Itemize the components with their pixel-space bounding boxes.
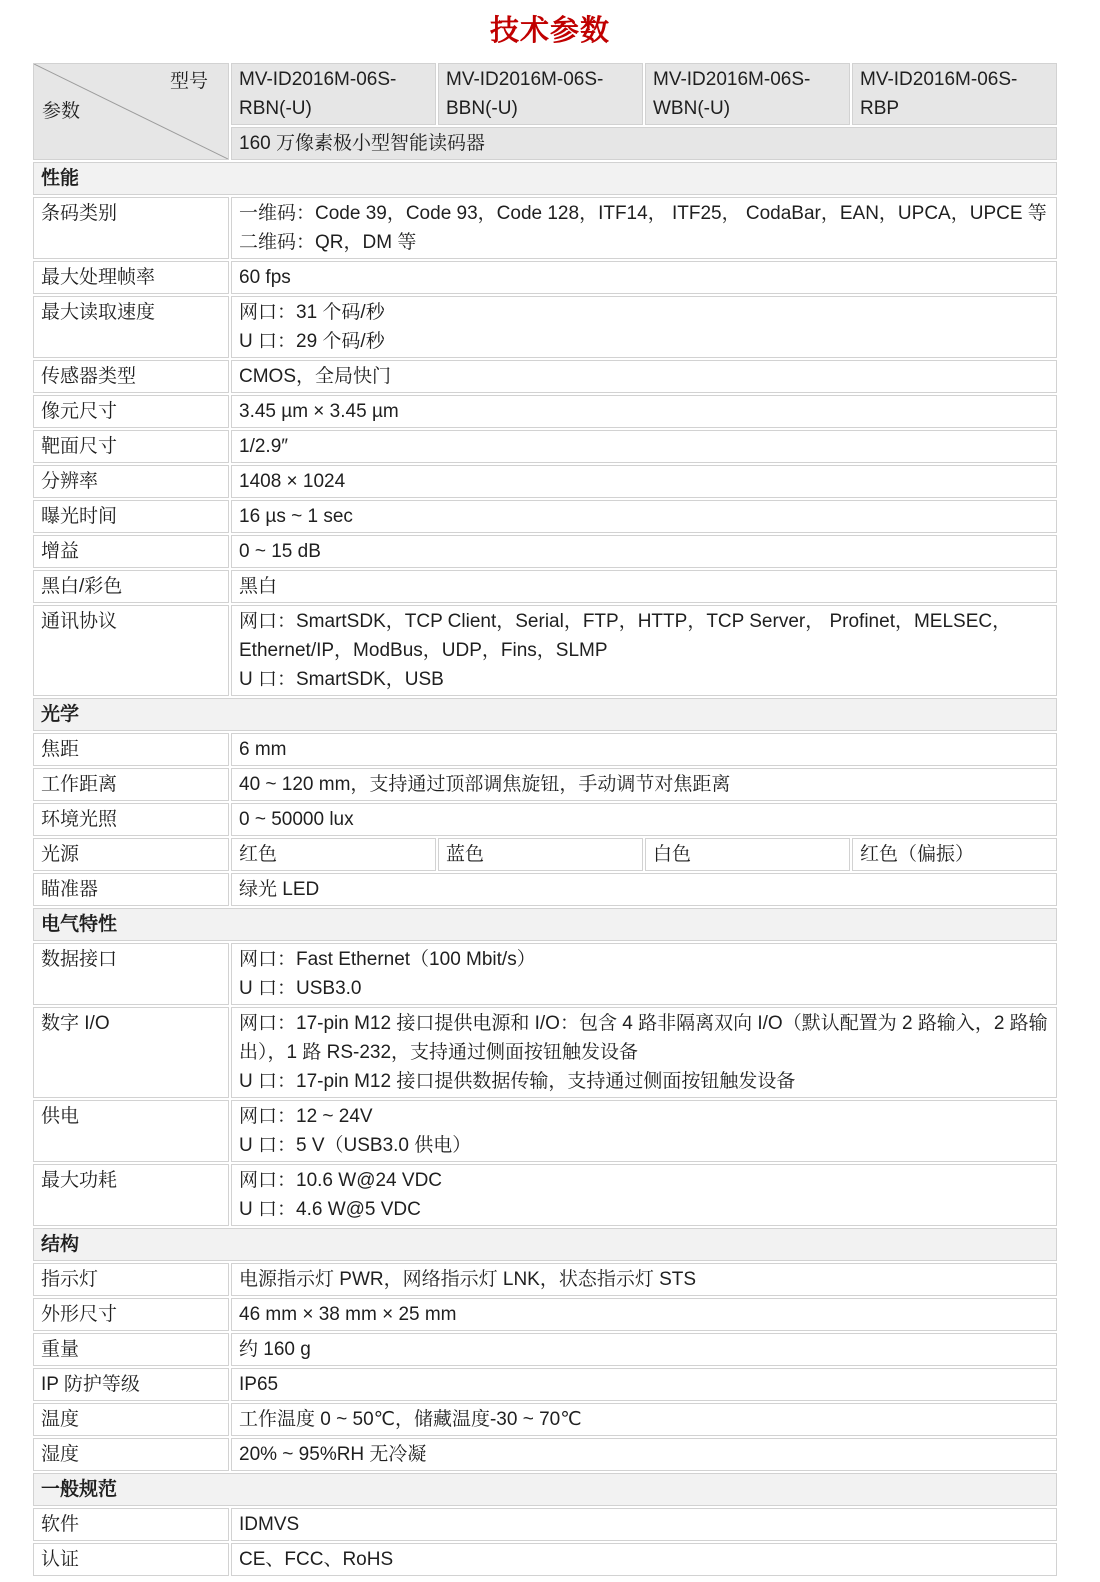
spec-value-line: 一维码：Code 39，Code 93，Code 128，ITF14， ITF25， CodaBar，EAN，UPCA，UPCE 等 xyxy=(239,203,1047,224)
spec-value-line: 网口：12 ~ 24V xyxy=(239,1106,373,1127)
section-row xyxy=(33,1228,1057,1261)
spec-label: 通讯协议 xyxy=(33,605,229,696)
page xyxy=(0,8,1100,1582)
spec-value-cell: 蓝色 xyxy=(438,838,643,871)
model-header: MV-ID2016M-06S-WBN(-U) xyxy=(645,63,850,125)
spec-row xyxy=(33,1403,1057,1436)
spec-value xyxy=(231,1508,1057,1541)
spec-value xyxy=(231,1100,1057,1162)
spec-value-line: IDMVS xyxy=(239,1514,300,1535)
spec-value-cell: 白色 xyxy=(645,838,850,871)
spec-value xyxy=(231,1298,1057,1331)
spec-value xyxy=(231,500,1057,533)
spec-value-line: 16 µs ~ 1 sec xyxy=(239,506,353,527)
spec-value xyxy=(231,570,1057,603)
spec-value-line: 约 160 g xyxy=(239,1339,311,1360)
spec-value-cell: 红色（偏振） xyxy=(852,838,1057,871)
spec-label: 黑白/彩色 xyxy=(33,570,229,603)
section-header: 一般规范 xyxy=(33,1473,1057,1506)
spec-value-line: 电源指示灯 PWR，网络指示灯 LNK，状态指示灯 STS xyxy=(239,1269,697,1290)
section-header: 电气特性 xyxy=(33,908,1057,941)
spec-label: 外形尺寸 xyxy=(33,1298,229,1331)
spec-value-line: 网口：17-pin M12 接口提供电源和 I/O：包含 4 路非隔离双向 I/O（默认配置为 2 路输入，2 路输出），1 路 RS-232，支持通过侧面按钮触发设备 xyxy=(239,1013,1048,1063)
model-header: MV-ID2016M-06S-RBP xyxy=(852,63,1057,125)
spec-value xyxy=(231,768,1057,801)
spec-value-line: 60 fps xyxy=(239,267,291,288)
spec-value-line: 黑白 xyxy=(239,576,278,597)
spec-value xyxy=(231,1543,1057,1576)
spec-value xyxy=(231,261,1057,294)
spec-row xyxy=(33,1100,1057,1162)
spec-value xyxy=(231,1263,1057,1296)
spec-label: 焦距 xyxy=(33,733,229,766)
spec-label: 增益 xyxy=(33,535,229,568)
spec-value-line: U 口：4.6 W@5 VDC xyxy=(239,1199,421,1220)
spec-row xyxy=(33,733,1057,766)
spec-row xyxy=(33,1007,1057,1098)
spec-value xyxy=(231,197,1057,259)
spec-row xyxy=(33,605,1057,696)
spec-label: 最大功耗 xyxy=(33,1164,229,1226)
spec-label: 湿度 xyxy=(33,1438,229,1471)
spec-row xyxy=(33,1298,1057,1331)
spec-label: 靶面尺寸 xyxy=(33,430,229,463)
spec-value-line: 0 ~ 50000 lux xyxy=(239,809,354,830)
spec-label: 环境光照 xyxy=(33,803,229,836)
spec-label: 温度 xyxy=(33,1403,229,1436)
spec-label: 传感器类型 xyxy=(33,360,229,393)
spec-row xyxy=(33,1333,1057,1366)
spec-row xyxy=(33,873,1057,906)
spec-value-line: 工作温度 0 ~ 50℃，储藏温度-30 ~ 70℃ xyxy=(239,1409,582,1430)
spec-value xyxy=(231,1403,1057,1436)
spec-row xyxy=(33,395,1057,428)
spec-label: 最大读取速度 xyxy=(33,296,229,358)
spec-value-line: 1408 × 1024 xyxy=(239,471,346,492)
spec-row xyxy=(33,1368,1057,1401)
spec-row xyxy=(33,1543,1057,1576)
spec-value xyxy=(231,360,1057,393)
model-header: MV-ID2016M-06S-RBN(-U) xyxy=(231,63,436,125)
spec-value xyxy=(231,1438,1057,1471)
spec-value xyxy=(231,733,1057,766)
spec-label: 曝光时间 xyxy=(33,500,229,533)
spec-row xyxy=(33,261,1057,294)
spec-row xyxy=(33,430,1057,463)
spec-value-line: 网口：31 个码/秒 xyxy=(239,302,385,323)
section-row xyxy=(33,1473,1057,1506)
product-description: 160 万像素极小型智能读码器 xyxy=(231,127,1057,160)
spec-value-cell: 红色 xyxy=(231,838,436,871)
spec-value-line: CE、FCC、RoHS xyxy=(239,1549,394,1570)
spec-value xyxy=(231,1368,1057,1401)
spec-row xyxy=(33,570,1057,603)
spec-label: 数据接口 xyxy=(33,943,229,1005)
section-row xyxy=(33,908,1057,941)
spec-label: 光源 xyxy=(33,838,229,871)
spec-label: 指示灯 xyxy=(33,1263,229,1296)
spec-row xyxy=(33,360,1057,393)
spec-row xyxy=(33,1263,1057,1296)
spec-value xyxy=(231,395,1057,428)
spec-value-line: 1/2.9″ xyxy=(239,436,288,457)
spec-value-line: 6 mm xyxy=(239,739,287,760)
spec-value xyxy=(231,943,1057,1005)
spec-value xyxy=(231,465,1057,498)
spec-value-line: U 口：29 个码/秒 xyxy=(239,331,385,352)
header-row-models xyxy=(33,63,1057,125)
spec-value-line: 网口：SmartSDK，TCP Client，Serial，FTP，HTTP，TCP Server， Profinet，MELSEC，Ethernet/IP，ModBus，UDP，Fins，SLMP xyxy=(239,611,1012,661)
corner-label-model: 型号 xyxy=(169,71,208,92)
spec-row xyxy=(33,1508,1057,1541)
spec-value-line: U 口：SmartSDK，USB xyxy=(239,669,444,690)
spec-value xyxy=(231,296,1057,358)
spec-value-line: 网口：10.6 W@24 VDC xyxy=(239,1170,443,1191)
spec-value xyxy=(231,803,1057,836)
spec-value-line: IP65 xyxy=(239,1374,279,1395)
spec-value-line: 40 ~ 120 mm，支持通过顶部调焦旋钮，手动调节对焦距离 xyxy=(239,774,731,795)
spec-value-line: 二维码：QR，DM 等 xyxy=(239,232,417,253)
spec-row xyxy=(33,197,1057,259)
spec-value xyxy=(231,1333,1057,1366)
spec-value-line: 绿光 LED xyxy=(239,879,320,900)
spec-value xyxy=(231,605,1057,696)
spec-value-line: CMOS，全局快门 xyxy=(239,366,392,387)
spec-label: 认证 xyxy=(33,1543,229,1576)
spec-value-line: 3.45 µm × 3.45 µm xyxy=(239,401,399,422)
spec-value xyxy=(231,1007,1057,1098)
spec-label: 软件 xyxy=(33,1508,229,1541)
spec-label: 最大处理帧率 xyxy=(33,261,229,294)
spec-label: 分辨率 xyxy=(33,465,229,498)
spec-label: 重量 xyxy=(33,1333,229,1366)
section-row xyxy=(33,698,1057,731)
spec-value xyxy=(231,535,1057,568)
spec-row xyxy=(33,500,1057,533)
spec-row xyxy=(33,943,1057,1005)
corner-label-parameter: 参数 xyxy=(42,101,81,122)
spec-label: 数字 I/O xyxy=(33,1007,229,1098)
section-row xyxy=(33,162,1057,195)
section-header: 光学 xyxy=(33,698,1057,731)
spec-label: 瞄准器 xyxy=(33,873,229,906)
spec-label: 供电 xyxy=(33,1100,229,1162)
page-title: 技术参数 xyxy=(489,15,610,47)
spec-value xyxy=(231,430,1057,463)
spec-table xyxy=(31,61,1059,1578)
spec-row xyxy=(33,838,1057,871)
spec-value-line: 0 ~ 15 dB xyxy=(239,541,321,562)
model-header: MV-ID2016M-06S-BBN(-U) xyxy=(438,63,643,125)
spec-label: 像元尺寸 xyxy=(33,395,229,428)
spec-value xyxy=(231,873,1057,906)
spec-row xyxy=(33,768,1057,801)
spec-value-line: 46 mm × 38 mm × 25 mm xyxy=(239,1304,457,1325)
spec-row xyxy=(33,535,1057,568)
section-header: 性能 xyxy=(33,162,1057,195)
spec-value-line: 20% ~ 95%RH 无冷凝 xyxy=(239,1444,427,1465)
spec-row xyxy=(33,803,1057,836)
spec-value-line: U 口：USB3.0 xyxy=(239,978,362,999)
spec-label: IP 防护等级 xyxy=(33,1368,229,1401)
spec-label: 工作距离 xyxy=(33,768,229,801)
spec-row xyxy=(33,1164,1057,1226)
spec-row xyxy=(33,296,1057,358)
spec-value xyxy=(231,1164,1057,1226)
spec-row xyxy=(33,465,1057,498)
spec-value-line: U 口：17-pin M12 接口提供数据传输，支持通过侧面按钮触发设备 xyxy=(239,1071,796,1092)
spec-row xyxy=(33,1438,1057,1471)
section-header: 结构 xyxy=(33,1228,1057,1261)
spec-label: 条码类别 xyxy=(33,197,229,259)
corner-cell xyxy=(33,63,229,160)
spec-value-line: 网口：Fast Ethernet（100 Mbit/s） xyxy=(239,949,536,970)
spec-value-line: U 口：5 V（USB3.0 供电） xyxy=(239,1135,472,1156)
